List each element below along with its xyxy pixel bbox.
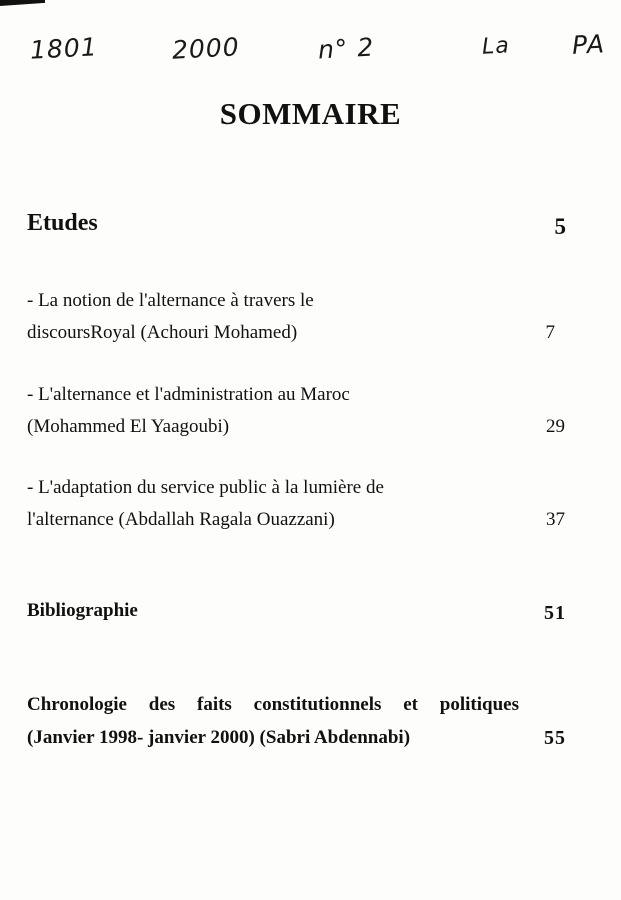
- toc-entry-page: 37: [546, 509, 565, 530]
- scan-corner-mark: [0, 0, 45, 6]
- section-bibliographie-page: 51: [544, 602, 566, 624]
- toc-entry-page: 29: [546, 416, 565, 437]
- toc-entry-line2: discoursRoyal (Achouri Mohamed): [27, 322, 298, 343]
- section-etudes-heading: Etudes: [27, 210, 98, 236]
- toc-entry-line1: - L'alternance et l'administration au Maroc: [27, 384, 350, 405]
- section-chronologie-page: 55: [544, 727, 566, 749]
- section-etudes-page: 5: [554, 214, 566, 239]
- handwritten-note-4: La: [481, 33, 511, 60]
- toc-entry-line1: - La notion de l'alternance à travers le: [27, 290, 314, 311]
- toc-entry-line1: - L'adaptation du service public à la lumière de: [27, 477, 384, 498]
- handwritten-note-1: 1801: [29, 32, 99, 65]
- toc-entry-line2: (Mohammed El Yaagoubi): [27, 416, 230, 437]
- handwritten-note-3: n° 2: [317, 32, 375, 65]
- toc-entry-page: 7: [545, 322, 555, 343]
- section-chronologie-line2: (Janvier 1998- janvier 2000) (Sabri Abdennabi): [27, 727, 411, 748]
- handwritten-note-5: PA: [571, 29, 606, 60]
- toc-entry-line2: l'alternance (Abdallah Ragala Ouazzani): [27, 509, 335, 530]
- section-chronologie-line1: Chronologie des faits constitutionnels et politiques: [27, 694, 519, 715]
- page-title: SOMMAIRE: [219, 96, 402, 131]
- section-bibliographie-heading: Bibliographie: [27, 600, 138, 621]
- handwritten-note-2: 2000: [171, 32, 241, 65]
